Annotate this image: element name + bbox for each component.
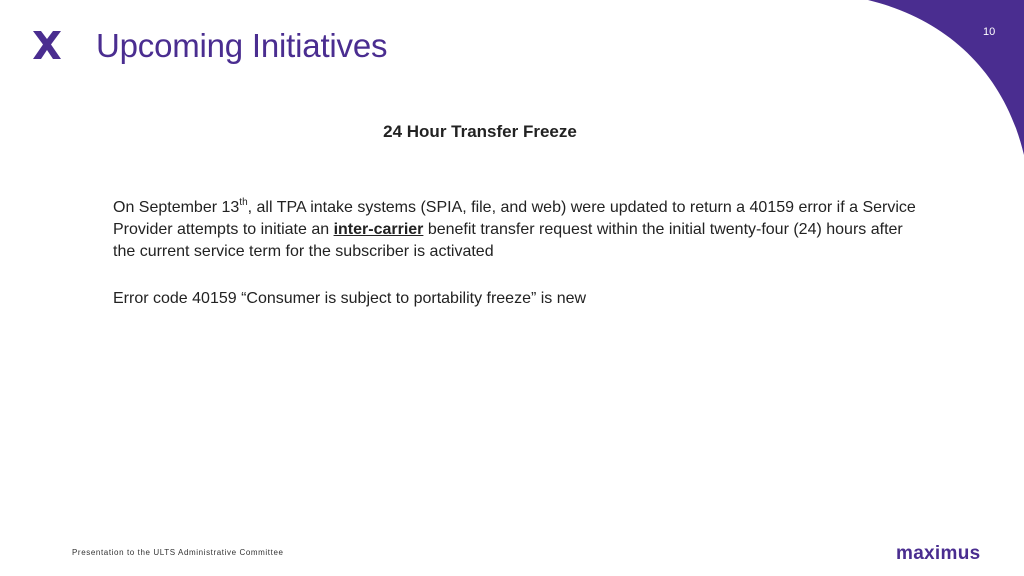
page-number: 10 — [983, 26, 996, 38]
error-code-note: Error code 40159 “Consumer is subject to portability freeze” is new — [113, 290, 587, 307]
maximus-x-icon — [32, 30, 62, 60]
footer-text: Presentation to the ULTS Administrative Committee — [72, 548, 284, 557]
section-heading: 24 Hour Transfer Freeze — [383, 122, 577, 141]
paragraph-text: benefit transfer request within the initial twenty-four (24) hours after the current service term for the subscriber is activated — [113, 221, 903, 260]
maximus-wordmark-logo — [896, 540, 988, 564]
paragraph-text: On September 13 — [113, 199, 240, 216]
ordinal-superscript: th — [239, 196, 248, 208]
maximus-wordmark-text: maximus — [896, 543, 981, 564]
emphasized-term: inter-carrier — [333, 221, 424, 238]
body-paragraph — [113, 197, 918, 263]
paragraph-text: , all TPA intake systems (SPIA, file, and web) were updated to return a 40159 error if a Service Provider attempts to initiate an — [113, 199, 916, 238]
page-title: Upcoming Initiatives — [96, 27, 388, 64]
